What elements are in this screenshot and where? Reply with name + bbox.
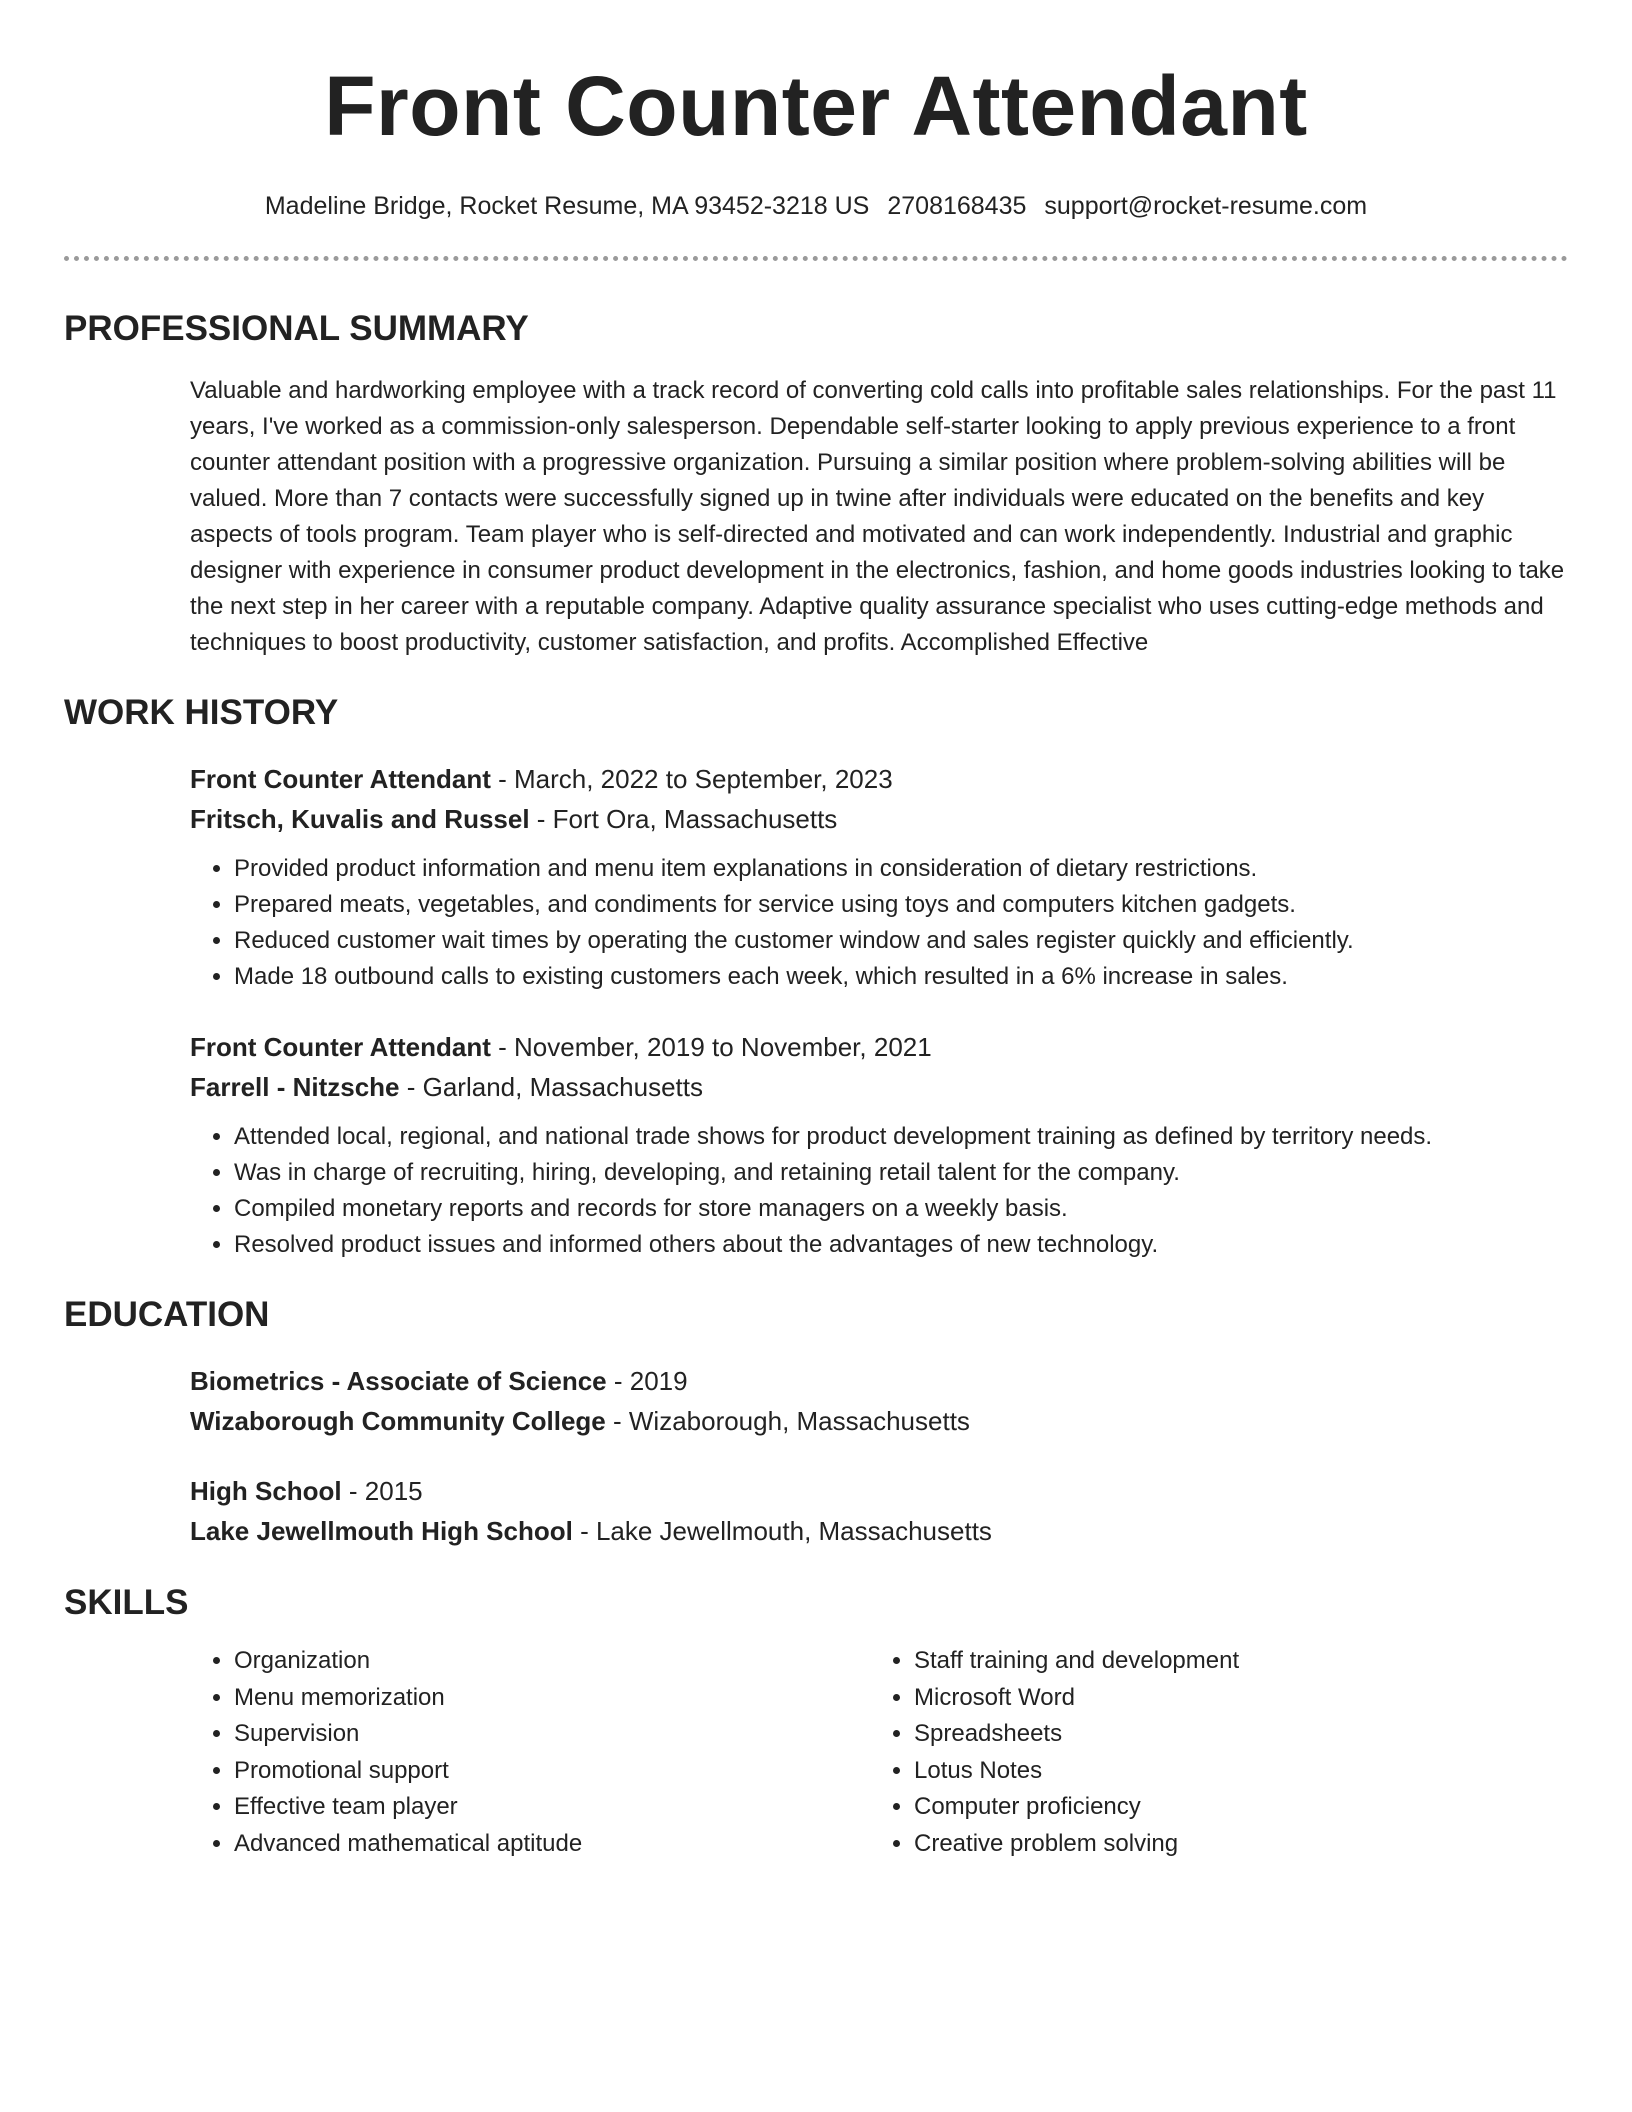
job-title-line [190,1027,1568,1067]
skills-grid [190,1643,1568,1862]
job-role: Front Counter Attendant [190,1032,491,1062]
skill-item: • Organization [234,1643,870,1680]
education-year: - 2019 [606,1366,688,1396]
skills-column-left [190,1643,870,1862]
skills-list [870,1643,1550,1862]
education-degree: Biometrics - Associate of Science [190,1366,607,1396]
job-entry [190,759,1568,995]
education-degree-line [190,1361,1568,1401]
skills-column-right [870,1643,1550,1862]
education-section [64,1361,1568,1551]
job-bullet: • Prepared meats, vegetables, and condiments for service using toys and computers kitchen gadgets. [234,887,1568,923]
contact-email: support@rocket-resume.com [1044,192,1368,220]
job-bullets [190,851,1568,995]
skill-item: • Computer proficiency [914,1789,1550,1826]
job-bullet: • Provided product information and menu item explanations in consideration of dietary restrictions. [234,851,1568,887]
job-company-line [190,1067,1568,1107]
education-location: - Wizaborough, Massachusetts [605,1406,970,1436]
education-school: Lake Jewellmouth High School [190,1516,573,1546]
job-role: Front Counter Attendant [190,764,491,794]
resume-name: Front Counter Attendant [324,59,1308,153]
skill-item: • Menu memorization [234,1680,870,1717]
skills-list [190,1643,870,1862]
job-dates: - March, 2022 to September, 2023 [490,764,893,794]
education-degree-line [190,1471,1568,1511]
education-school: Wizaborough Community College [190,1406,606,1436]
education-entry [190,1471,1568,1551]
skills-section [64,1643,1568,1862]
skill-item: • Staff training and development [914,1643,1550,1680]
education-degree: High School [190,1476,342,1506]
contact-line [64,190,1568,222]
job-location: - Fort Ora, Massachusetts [529,804,838,834]
summary-text: Valuable and hardworking employee with a track record of converting cold calls into profitable sales relationships. For the past 11 years, I've worked as a commission-only salesperson. Dependable self-starter looking to apply previous experience to a front counter attendant position with a progressive organization. Pursuing a similar position where problem-solving abilities will be valued. More than 7 contacts were successfully signed up in twine after individuals were educated on the benefits and key aspects of tools program. Team player who is self-directed and motivated and can work independently. Industrial and graphic designer with experience in consumer product development in the electronics, fashion, and home goods industries looking to take the next step in her career with a reputable company. Adaptive quality assurance specialist who uses cutting-edge methods and techniques to boost productivity, customer satisfaction, and profits. Accomplished Effective [190,377,1565,656]
job-entry [190,1027,1568,1263]
job-bullet: • Attended local, regional, and national trade shows for product development training as defined by territory needs. [234,1119,1568,1155]
job-dates: - November, 2019 to November, 2021 [490,1032,932,1062]
section-title-summary: PROFESSIONAL SUMMARY [64,309,529,348]
contact-phone: 2708168435 [887,192,1027,220]
work-history-section [64,759,1568,1263]
skill-item: • Supervision [234,1716,870,1753]
header-divider [64,256,1568,261]
section-title-skills: SKILLS [64,1583,189,1622]
job-company-line [190,799,1568,839]
education-year: - 2015 [341,1476,423,1506]
skill-item: • Spreadsheets [914,1716,1550,1753]
job-title-line [190,759,1568,799]
job-bullets [190,1119,1568,1263]
job-bullet: • Reduced customer wait times by operating the customer window and sales register quickly and efficiently. [234,923,1568,959]
education-school-line [190,1401,1568,1441]
job-location: - Garland, Massachusetts [399,1072,703,1102]
job-bullet: • Made 18 outbound calls to existing customers each week, which resulted in a 6% increase in sales. [234,959,1568,995]
job-company: Farrell - Nitzsche [190,1072,400,1102]
job-company: Fritsch, Kuvalis and Russel [190,804,530,834]
skill-item: • Microsoft Word [914,1680,1550,1717]
skill-item: • Promotional support [234,1753,870,1790]
skill-item: • Creative problem solving [914,1826,1550,1863]
skill-item: • Effective team player [234,1789,870,1826]
contact-address: Madeline Bridge, Rocket Resume, MA 93452-3218 US [264,192,870,220]
skill-item: • Advanced mathematical aptitude [234,1826,870,1863]
job-bullet: • Was in charge of recruiting, hiring, developing, and retaining retail talent for the company. [234,1155,1568,1191]
job-bullet: • Resolved product issues and informed others about the advantages of new technology. [234,1227,1568,1263]
section-title-work-history: WORK HISTORY [64,693,339,732]
job-bullet: • Compiled monetary reports and records for store managers on a weekly basis. [234,1191,1568,1227]
summary-section [64,373,1568,661]
education-school-line [190,1511,1568,1551]
education-location: - Lake Jewellmouth, Massachusetts [572,1516,992,1546]
section-title-education: EDUCATION [64,1295,270,1334]
skill-item: • Lotus Notes [914,1753,1550,1790]
education-entry [190,1361,1568,1441]
